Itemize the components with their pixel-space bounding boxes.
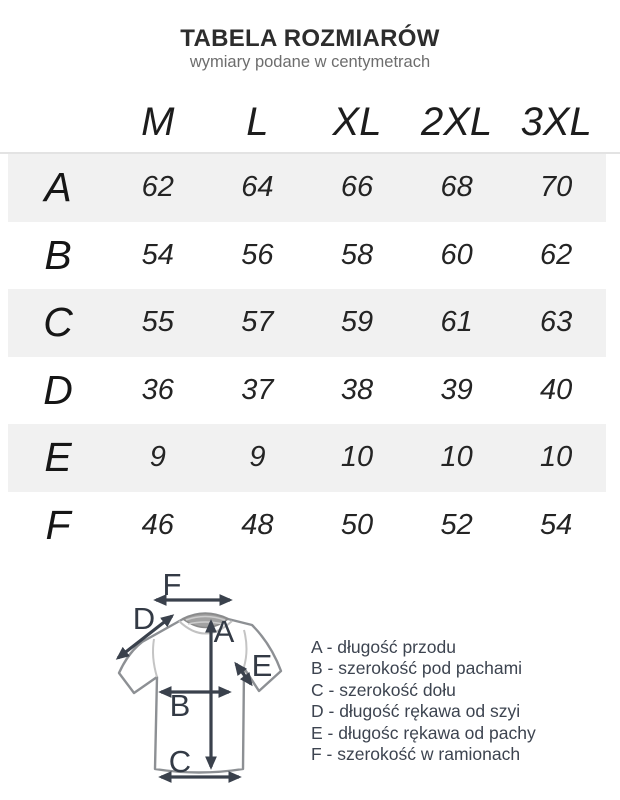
- table-row-a: [8, 154, 606, 222]
- page-title: TABELA ROZMIARÓW: [180, 25, 440, 52]
- table-row-c: [8, 289, 606, 357]
- size-value-cell: 50: [340, 508, 374, 541]
- row-label: B: [44, 231, 72, 278]
- page-subtitle: wymiary podane w centymetrach: [189, 53, 431, 71]
- legend-item-b: B - szerokość pod pachami: [311, 658, 523, 679]
- size-value-cell: 10: [340, 441, 374, 474]
- row-label: F: [45, 501, 71, 548]
- legend-item-f: F - szerokość w ramionach: [311, 744, 521, 765]
- table-row-d: [8, 357, 606, 425]
- size-value-cell: 64: [241, 171, 274, 204]
- column-header-3xl: 3XL: [520, 100, 592, 144]
- size-value-cell: 61: [440, 306, 473, 339]
- row-label: A: [44, 164, 72, 211]
- legend-item-c: C - szerokość dołu: [311, 679, 456, 700]
- size-value-cell: 9: [149, 441, 166, 474]
- page-header: [0, 0, 620, 72]
- size-table-body: [8, 154, 606, 559]
- size-value-cell: 63: [540, 306, 573, 339]
- size-value-cell: 39: [440, 373, 473, 406]
- diagram-label-b: B: [169, 688, 191, 723]
- diagram-label-f: F: [162, 567, 182, 602]
- size-value-cell: 57: [241, 306, 274, 339]
- size-value-cell: 62: [141, 171, 174, 204]
- measurement-figure: [0, 564, 620, 799]
- column-header-xl: XL: [332, 100, 382, 144]
- row-label: E: [44, 434, 72, 481]
- size-value-cell: 9: [249, 441, 266, 474]
- row-label: D: [43, 366, 73, 413]
- table-row-e: [8, 424, 606, 492]
- table-row-f: [8, 492, 606, 560]
- column-header-m: M: [141, 100, 175, 144]
- legend-item-e: E - długośc rękawa od pachy: [311, 722, 536, 743]
- size-value-cell: 40: [540, 373, 573, 406]
- size-value-cell: 54: [540, 508, 573, 541]
- size-value-cell: 10: [440, 441, 473, 474]
- size-value-cell: 60: [440, 238, 473, 271]
- size-value-cell: 59: [340, 306, 374, 339]
- size-value-cell: 48: [241, 508, 274, 541]
- diagram-label-a: A: [213, 614, 235, 649]
- size-value-cell: 36: [141, 373, 174, 406]
- size-value-cell: 70: [540, 171, 573, 204]
- size-value-cell: 58: [340, 238, 374, 271]
- diagram-label-d: D: [132, 601, 156, 636]
- size-value-cell: 54: [141, 238, 174, 271]
- size-value-cell: 56: [241, 238, 274, 271]
- measurement-legend: [311, 637, 536, 765]
- column-header-l: L: [246, 100, 269, 144]
- diagram-label-c: C: [168, 744, 192, 779]
- legend-item-a: A - długość przodu: [311, 637, 456, 657]
- table-row-b: [8, 222, 606, 290]
- legend-item-d: D - długość rękawa od szyi: [311, 701, 521, 722]
- size-value-cell: 46: [141, 508, 174, 541]
- size-value-cell: 10: [540, 441, 573, 474]
- row-label: C: [43, 299, 73, 346]
- column-header-2xl: 2XL: [420, 100, 493, 144]
- diagram-label-e: E: [251, 648, 273, 683]
- size-value-cell: 68: [440, 171, 473, 204]
- size-table-header-row: [8, 91, 606, 149]
- size-value-cell: 66: [340, 171, 374, 204]
- size-value-cell: 55: [141, 306, 174, 339]
- size-value-cell: 52: [440, 508, 473, 541]
- size-value-cell: 37: [241, 373, 274, 406]
- size-value-cell: 62: [540, 238, 573, 271]
- size-value-cell: 38: [340, 373, 374, 406]
- size-table: [0, 91, 620, 559]
